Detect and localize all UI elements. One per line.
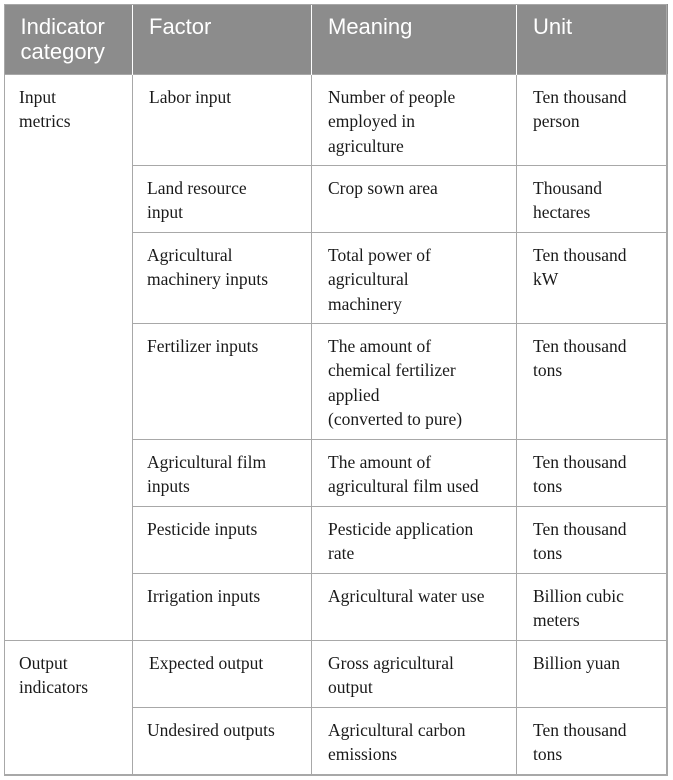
category-cell-input: Input metrics [5,74,133,640]
header-factor: Factor [133,4,312,74]
unit-cell: Billion yuan [517,640,668,707]
header-indicator-category: Indicator category [5,4,133,74]
factor-cell: Labor input [133,74,312,165]
meaning-cell: Total power of agricultural machinery [312,232,517,323]
meaning-cell: The amount of chemical fertilizer applied (converted to pure) [312,323,517,439]
factor-cell: Agricultural machinery inputs [133,232,312,323]
table-row [5,74,668,165]
factor-cell: Expected output [133,640,312,707]
meaning-cell: Gross agricultural output [312,640,517,707]
unit-cell: Ten thousand tons [517,506,668,573]
meaning-cell: Number of people employed in agriculture [312,74,517,165]
factor-cell: Irrigation inputs [133,573,312,640]
header-unit: Unit [517,4,668,74]
unit-cell: Ten thousand tons [517,323,668,439]
indicator-table [4,4,668,776]
factor-cell: Fertilizer inputs [133,323,312,439]
category-cell-output: Output indicators [5,640,133,775]
meaning-cell: Agricultural carbon emissions [312,707,517,775]
table-row [5,640,668,707]
meaning-cell: Agricultural water use [312,573,517,640]
factor-cell: Agricultural film inputs [133,439,312,506]
header-meaning: Meaning [312,4,517,74]
header-row [5,4,668,74]
unit-cell: Ten thousand kW [517,232,668,323]
unit-cell: Ten thousand tons [517,439,668,506]
meaning-cell: Crop sown area [312,165,517,232]
factor-cell: Land resource input [133,165,312,232]
unit-cell: Thousand hectares [517,165,668,232]
meaning-cell: The amount of agricultural film used [312,439,517,506]
unit-cell: Ten thousand person [517,74,668,165]
meaning-cell: Pesticide application rate [312,506,517,573]
unit-cell: Billion cubic meters [517,573,668,640]
unit-cell: Ten thousand tons [517,707,668,775]
factor-cell: Undesired outputs [133,707,312,775]
factor-cell: Pesticide inputs [133,506,312,573]
